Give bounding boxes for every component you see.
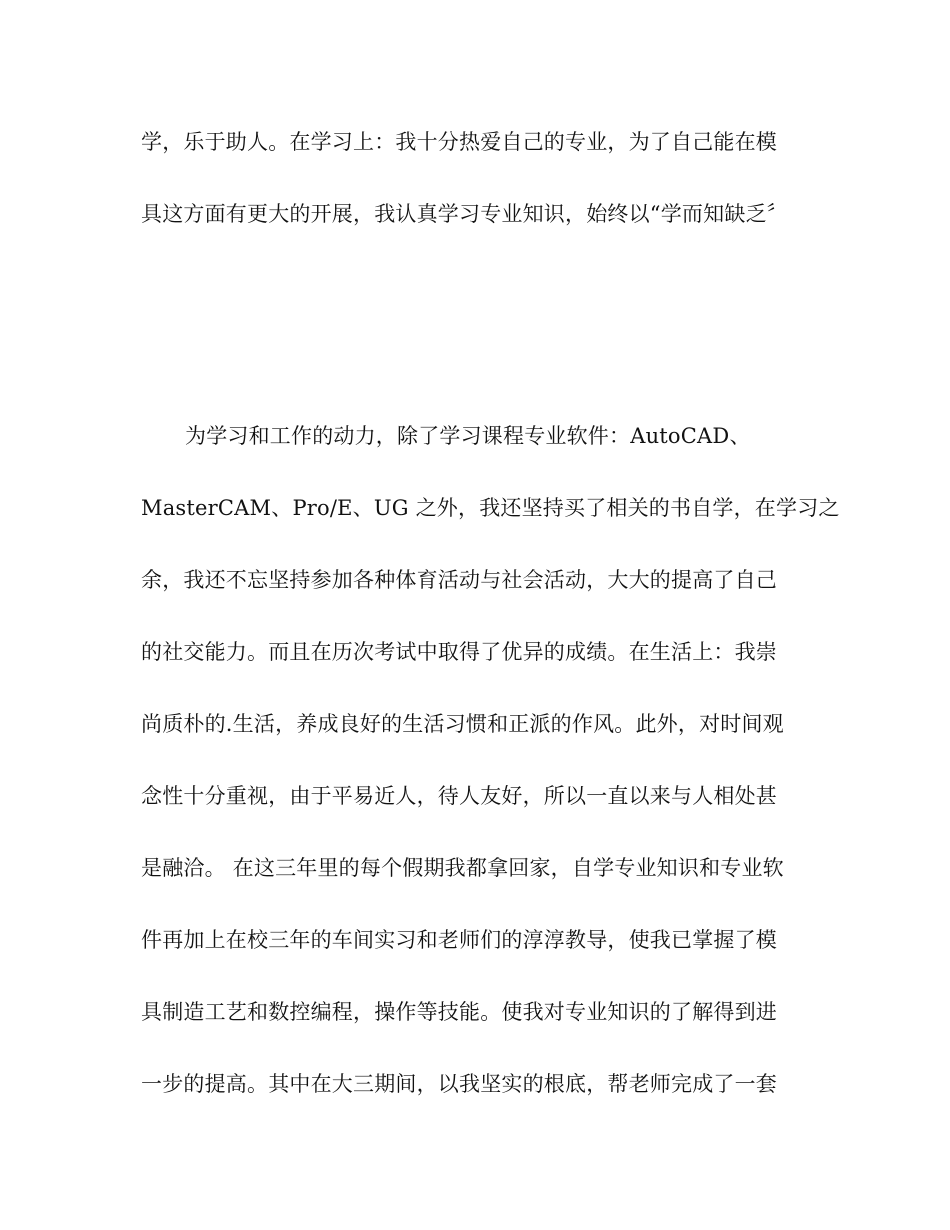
text-line: 为学习和工作的动力，除了学习课程专业软件：AutoCAD、 [185, 424, 751, 448]
text-line: 是融洽。 在这三年里的每个假期我都拿回家，自学专业知识和专业软 [141, 856, 784, 880]
text-line: MasterCAM、Pro/E、UG 之外，我还坚持买了相关的书自学，在学习之 [141, 496, 840, 520]
text-line: 的社交能力。而且在历次考试中取得了优异的成绩。在生活上：我崇 [141, 640, 777, 664]
text-line: 念性十分重视，由于平易近人，待人友好，所以一直以来与人相处甚 [141, 784, 777, 808]
text-line: 尚质朴的.生活，养成良好的生活习惯和正派的作风。此外，对时间观 [141, 712, 784, 736]
text-line: 具制造工艺和数控编程，操作等技能。使我对专业知识的了解得到进 [141, 1000, 777, 1024]
text-line: 学，乐于助人。在学习上：我十分热爱自己的专业，为了自己能在模 [141, 130, 777, 154]
text-line: 具这方面有更大的开展，我认真学习专业知识，始终以“学而知缺乏〞 [141, 202, 788, 226]
text-line: 一步的提高。其中在大三期间，以我坚实的根底，帮老师完成了一套 [141, 1072, 777, 1096]
text-line: 余，我还不忘坚持参加各种体育活动与社会活动，大大的提高了自己 [141, 568, 777, 592]
text-line: 件再加上在校三年的车间实习和老师们的淳淳教导，使我已掌握了模 [141, 928, 777, 952]
